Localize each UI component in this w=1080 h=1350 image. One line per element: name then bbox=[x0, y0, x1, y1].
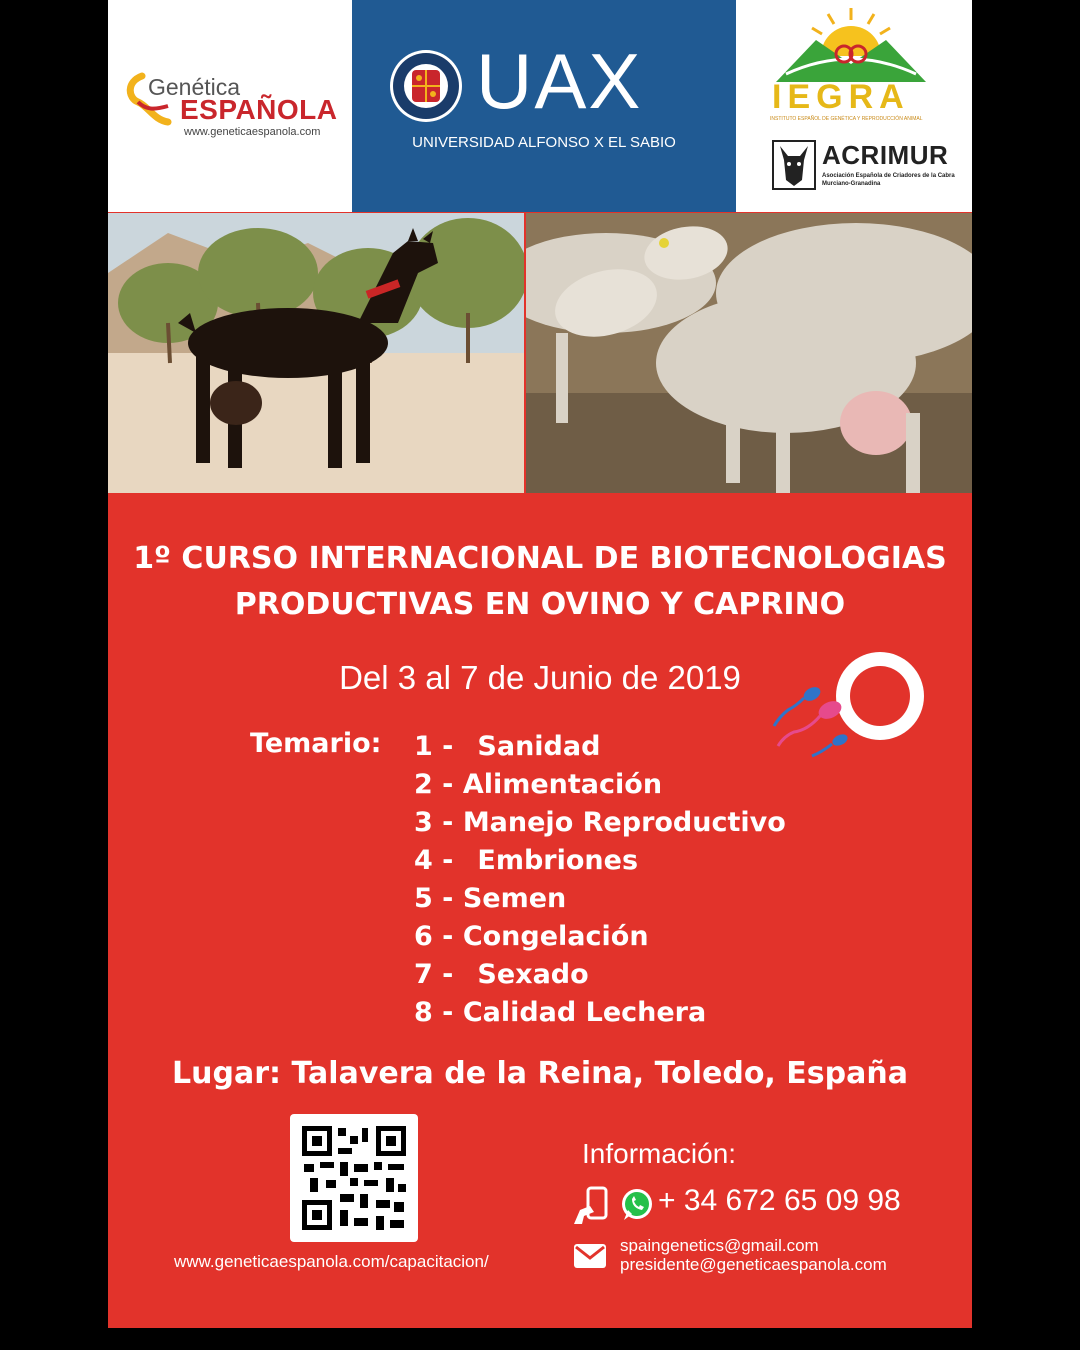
acrimur-title: ACRIMUR bbox=[822, 140, 949, 170]
iegra-title: IEGRA bbox=[772, 78, 910, 116]
genetica-logo-mark bbox=[124, 70, 338, 138]
temario-item: 6 - Congelación bbox=[414, 921, 649, 952]
temario-item: 3 - Manejo Reproductivo bbox=[414, 807, 786, 838]
acrimur-subtitle: Asociación Española de Criadores de la Cabra Murciano-Granadina bbox=[822, 173, 955, 187]
course-title-line2: PRODUCTIVAS EN OVINO Y CAPRINO bbox=[234, 587, 846, 622]
info-label: Información: bbox=[582, 1138, 737, 1169]
poster bbox=[108, 0, 972, 1328]
espanola-word: ESPAÑOLA bbox=[180, 94, 338, 125]
qr-url-link[interactable]: www.geneticaespanola.com/capacitacion/ bbox=[174, 1252, 489, 1271]
course-title-line1: 1º CURSO INTERNACIONAL DE BIOTECNOLOGIAS bbox=[133, 541, 947, 576]
temario-item: 1 - Sanidad bbox=[414, 731, 601, 762]
sheep-photo bbox=[526, 213, 972, 493]
temario-item: 8 - Calidad Lechera bbox=[414, 997, 707, 1028]
uax-seal-icon bbox=[388, 48, 464, 124]
temario-list bbox=[414, 728, 786, 1032]
sperm-ovum-icon bbox=[768, 640, 938, 780]
course-title bbox=[108, 536, 972, 628]
lugar-text: Lugar: Talavera de la Reina, Toledo, España bbox=[172, 1056, 908, 1091]
phone-number[interactable]: + 34 672 65 09 98 bbox=[658, 1184, 901, 1217]
email-spaingenetics[interactable]: spaingenetics@gmail.com bbox=[620, 1236, 819, 1255]
email-presidente[interactable]: presidente@geneticaespanola.com bbox=[620, 1255, 887, 1274]
goat-photo bbox=[108, 213, 524, 493]
uax-title: UAX bbox=[476, 37, 643, 125]
iegra-acrimur-logos bbox=[736, 0, 972, 212]
temario-item: 5 - Semen bbox=[414, 883, 567, 914]
iegra-sun-icon bbox=[766, 4, 936, 84]
iegra-subtitle: INSTITUTO ESPAÑOL DE GENÉTICA Y REPRODUCCIÓN ANIMAL bbox=[770, 116, 923, 122]
temario-item: 4 - Embriones bbox=[414, 845, 639, 876]
phone-icon bbox=[570, 1186, 614, 1226]
goat-head-icon bbox=[772, 140, 816, 190]
qr-code[interactable] bbox=[290, 1114, 418, 1242]
mail-icon bbox=[572, 1242, 608, 1270]
temario-item: 7 - Sexado bbox=[414, 959, 589, 990]
whatsapp-icon bbox=[620, 1188, 654, 1222]
genetica-url: www.geneticaespanola.com bbox=[184, 126, 321, 138]
temario-item: 2 - Alimentación bbox=[414, 769, 663, 800]
temario-label: Temario: bbox=[250, 728, 382, 759]
course-dates: Del 3 al 7 de Junio de 2019 bbox=[339, 659, 741, 696]
uax-subtitle: UNIVERSIDAD ALFONSO X EL SABIO bbox=[412, 134, 676, 151]
uax-logo bbox=[352, 0, 736, 212]
genetica-espanola-logo bbox=[108, 0, 352, 212]
genetica-word: Genética bbox=[148, 74, 241, 100]
